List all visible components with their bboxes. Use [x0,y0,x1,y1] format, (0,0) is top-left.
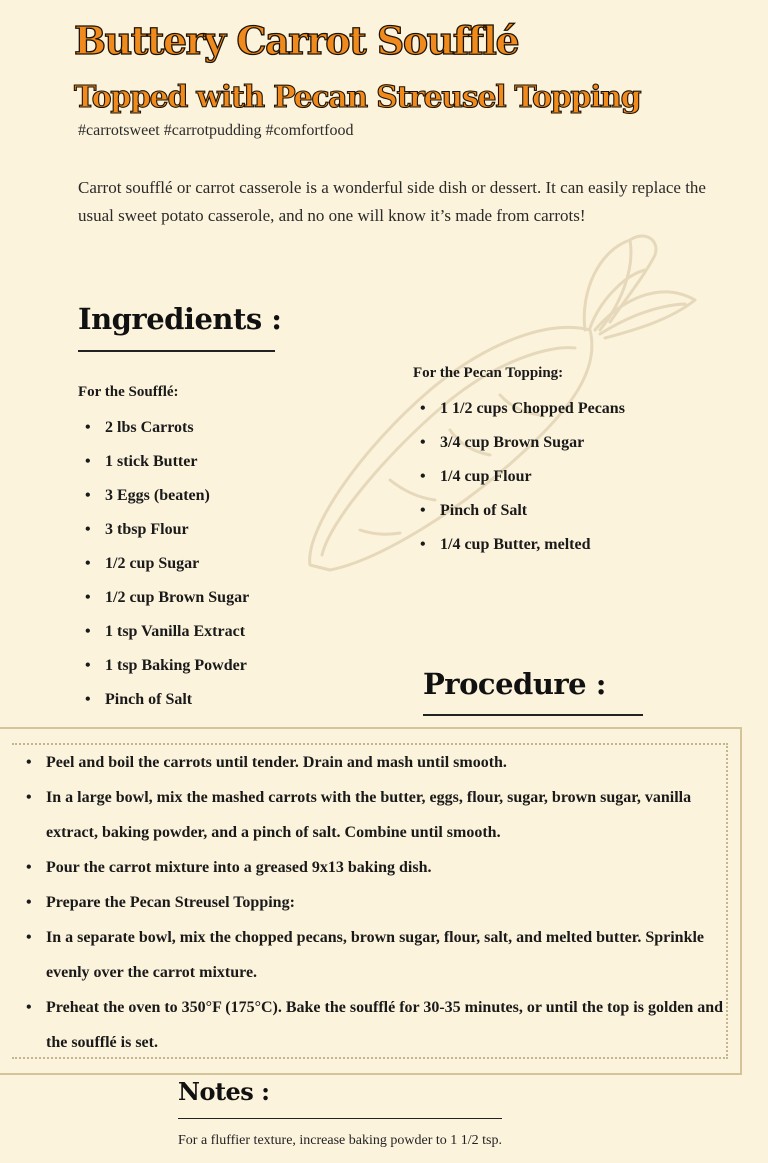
notes-divider [178,1118,502,1119]
list-item: • 1 tsp Vanilla Extract [78,622,249,656]
topping-subheading: For the Pecan Topping: [413,365,564,381]
procedure-step: • Prepare the Pecan Streusel Topping: [20,885,732,920]
list-item: • 1 tsp Baking Powder [78,656,249,690]
list-item: • 1/4 cup Flour [413,467,625,501]
list-item: • 1/2 cup Sugar [78,554,249,588]
notes-heading: Notes : [178,1077,270,1106]
hashtags: #carrotsweet #carrotpudding #comfortfood [78,122,354,139]
list-item: • 1/2 cup Brown Sugar [78,588,249,622]
procedure-step-list [20,745,732,1060]
recipe-title: Buttery Carrot Soufflé [74,18,519,63]
procedure-step: • In a separate bowl, mix the chopped pecans, brown sugar, flour, salt, and melted butter. Sprinkle evenly over the carrot mixture. [20,920,732,990]
procedure-divider [423,714,643,716]
list-item: • 3 Eggs (beaten) [78,486,249,520]
souffle-ingredient-list [78,418,249,724]
list-item: • 1/4 cup Butter, melted [413,535,625,569]
procedure-step: • Pour the carrot mixture into a greased 9x13 baking dish. [20,850,732,885]
souffle-subheading: For the Soufflé: [78,384,179,400]
intro-paragraph: Carrot soufflé or carrot casserole is a wonderful side dish or dessert. It can easily replace the usual sweet potato casserole, and no one will know it’s made from carrots! [78,178,706,225]
procedure-step: • Preheat the oven to 350°F (175°C). Bake the soufflé for 30-35 minutes, or until the top is golden and the soufflé is set. [20,990,732,1060]
ingredients-heading: Ingredients : [78,302,282,336]
procedure-step: • In a large bowl, mix the mashed carrots with the butter, eggs, flour, sugar, brown sugar, vanilla extract, baking powder, and a pinch of salt. Combine until smooth. [20,780,732,850]
procedure-heading: Procedure : [423,667,606,701]
ingredients-divider [78,350,275,352]
topping-ingredient-list [413,399,625,569]
notes-text: For a fluffier texture, increase baking powder to 1 1/2 tsp. [178,1133,502,1148]
list-item: • 3/4 cup Brown Sugar [413,433,625,467]
list-item: • 1 1/2 cups Chopped Pecans [413,399,625,433]
procedure-step: • Peel and boil the carrots until tender. Drain and mash until smooth. [20,745,732,780]
list-item: • 1 stick Butter [78,452,249,486]
list-item: • 2 lbs Carrots [78,418,249,452]
list-item: • Pinch of Salt [413,501,625,535]
list-item: • 3 tbsp Flour [78,520,249,554]
list-item: • Pinch of Salt [78,690,249,724]
recipe-subtitle: Topped with Pecan Streusel Topping [74,80,641,115]
